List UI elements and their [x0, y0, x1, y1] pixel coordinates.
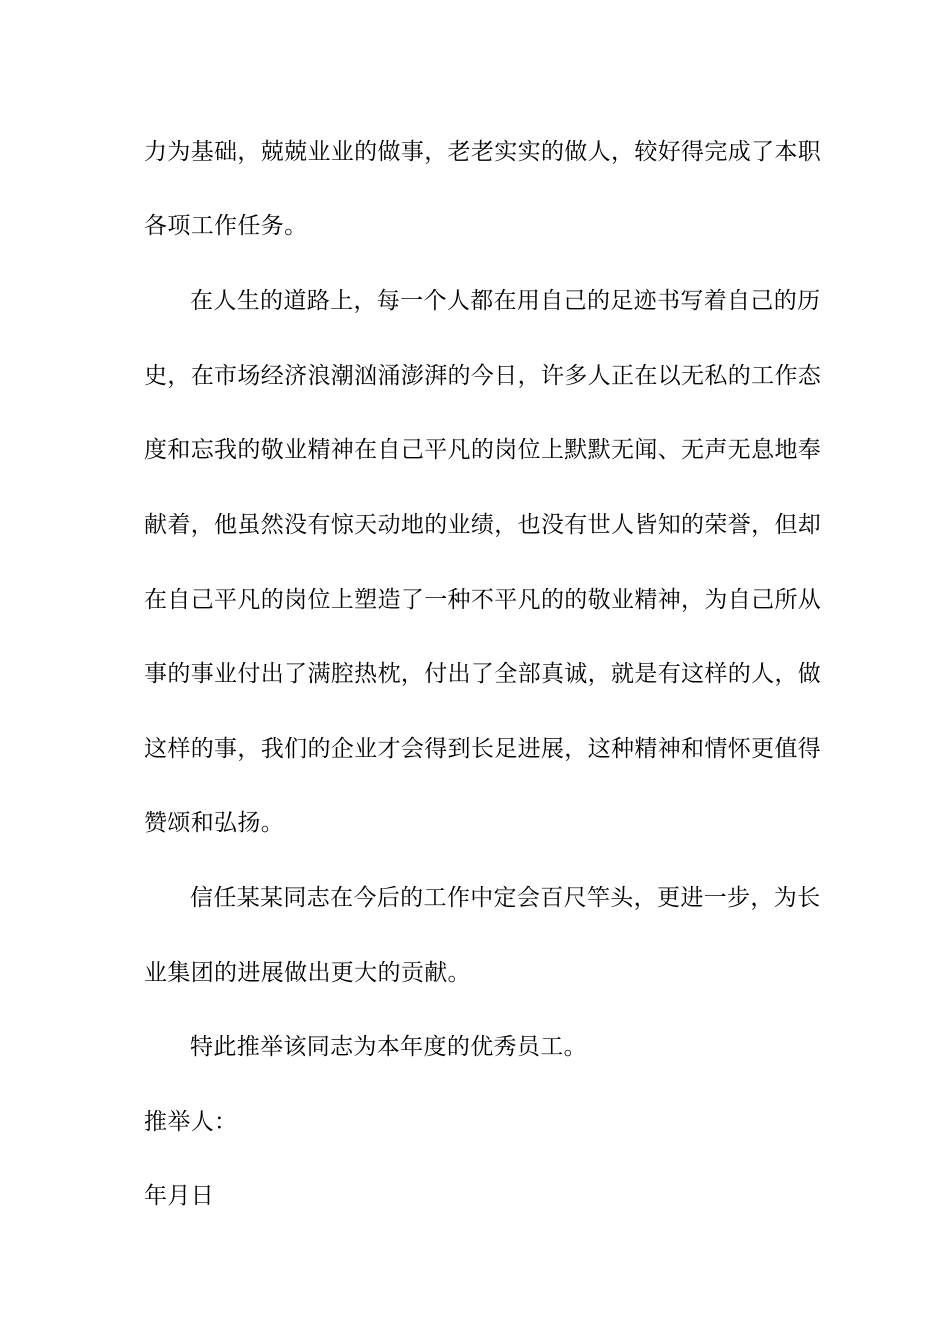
paragraph-line: 献着，他虽然没有惊天动地的业绩，也没有世人皆知的荣誉，但却	[144, 512, 822, 538]
paragraph-line: 信任某某同志在今后的工作中定会百尺竿头，更进一步，为长	[190, 885, 821, 911]
paragraph-line: 特此推举该同志为本年度的优秀员工。	[190, 1034, 587, 1060]
paragraph-line: 赞颂和弘扬。	[144, 810, 285, 836]
paragraph-line: 力为基础，兢兢业业的做事，老老实实的做人，较好得完成了本职	[144, 139, 822, 165]
date-label: 年月日	[144, 1183, 215, 1209]
paragraph-line: 这样的事，我们的企业才会得到长足进展，这种精神和情怀更值得	[144, 736, 822, 762]
paragraph-line: 度和忘我的敬业精神在自己平凡的岗位上默默无闻、无声无息地奉	[144, 437, 822, 463]
paragraph-line: 在自己平凡的岗位上塑造了一种不平凡的的敬业精神，为自己所从	[144, 587, 822, 613]
paragraph-line: 在人生的道路上，每一个人都在用自己的足迹书写着自己的历	[190, 288, 821, 314]
paragraph-line: 史，在市场经济浪潮汹涌澎湃的今日，许多人正在以无私的工作态	[144, 363, 822, 389]
paragraph-line: 业集团的进展做出更大的贡献。	[144, 960, 471, 986]
nominator-label: 推举人：	[144, 1109, 238, 1135]
paragraph-line: 各项工作任务。	[144, 213, 308, 239]
paragraph-line: 事的事业付出了满腔热枕，付出了全部真诚，就是有这样的人，做	[144, 661, 822, 687]
